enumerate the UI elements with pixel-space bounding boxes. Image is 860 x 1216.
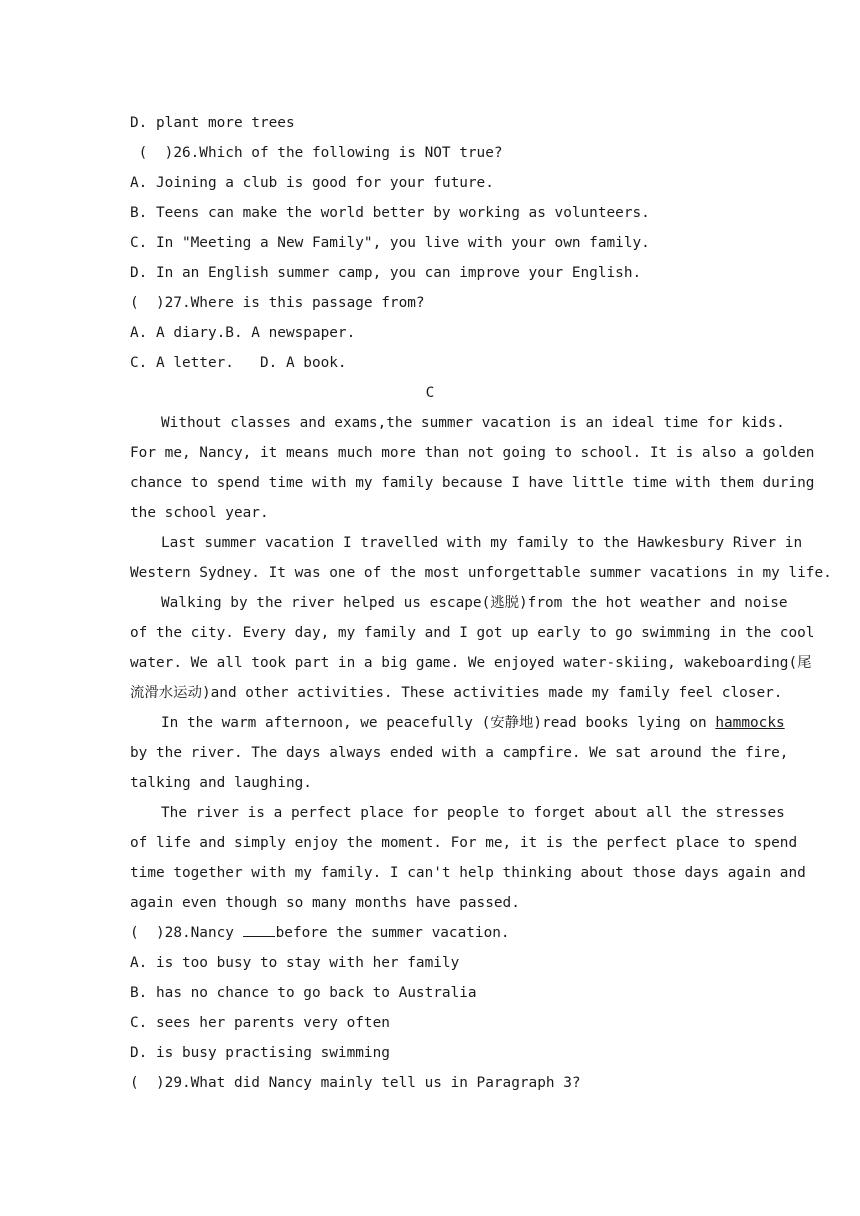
- passage-line: again even though so many months have passed.: [130, 895, 520, 911]
- passage-text: In the warm afternoon, we peacefully (安静地)read books lying on: [161, 715, 716, 731]
- q27-options-row2: C. A letter. D. A book.: [130, 355, 347, 371]
- q26-option-c: C. In "Meeting a New Family", you live with your own family.: [130, 235, 650, 251]
- q25-option-d: D. plant more trees: [130, 115, 295, 131]
- q28-option-d: D. is busy practising swimming: [130, 1045, 390, 1061]
- passage-line: time together with my family. I can't help thinking about those days again and: [130, 865, 806, 881]
- q28-option-a: A. is too busy to stay with her family: [130, 955, 460, 971]
- section-heading: C: [425, 385, 435, 401]
- q27-stem: ( )27.Where is this passage from?: [130, 295, 425, 311]
- passage-line: 流滑水运动)and other activities. These activities made my family feel closer.: [130, 685, 783, 701]
- q28-option-b: B. has no chance to go back to Australia: [130, 985, 477, 1001]
- q28-option-c: C. sees her parents very often: [130, 1015, 390, 1031]
- passage-line: of the city. Every day, my family and I got up early to go swimming in the cool: [130, 625, 815, 641]
- passage-line: chance to spend time with my family because I have little time with them during: [130, 475, 815, 491]
- answer-blank: [243, 922, 275, 937]
- passage-line: For me, Nancy, it means much more than not going to school. It is also a golden: [130, 445, 815, 461]
- q26-option-a: A. Joining a club is good for your future.: [130, 175, 494, 191]
- q27-options-row1: A. A diary.B. A newspaper.: [130, 325, 356, 341]
- passage-line: Western Sydney. It was one of the most unforgettable summer vacations in my life.: [130, 565, 832, 581]
- q26-stem: ( )26.Which of the following is NOT true?: [130, 145, 503, 161]
- passage-line: Last summer vacation I travelled with my family to the Hawkesbury River in: [161, 535, 803, 551]
- underlined-word: hammocks: [715, 715, 785, 731]
- passage-line: by the river. The days always ended with a campfire. We sat around the fire,: [130, 745, 789, 761]
- passage-line: water. We all took part in a big game. We enjoyed water-skiing, wakeboarding(尾: [130, 655, 812, 671]
- passage-line: Without classes and exams,the summer vacation is an ideal time for kids.: [161, 415, 785, 431]
- q28-stem-a: ( )28.Nancy: [130, 925, 243, 941]
- q29-stem: ( )29.What did Nancy mainly tell us in Paragraph 3?: [130, 1075, 581, 1091]
- q28-stem-b: before the summer vacation.: [275, 925, 510, 941]
- passage-line: The river is a perfect place for people to forget about all the stresses: [161, 805, 785, 821]
- passage-line: of life and simply enjoy the moment. For me, it is the perfect place to spend: [130, 835, 798, 851]
- passage-line: Walking by the river helped us escape(逃脱)from the hot weather and noise: [161, 595, 788, 611]
- q26-option-d: D. In an English summer camp, you can improve your English.: [130, 265, 642, 281]
- q28-stem: [130, 918, 730, 948]
- passage-line-hammocks: [161, 708, 785, 738]
- q26-option-b: B. Teens can make the world better by working as volunteers.: [130, 205, 650, 221]
- passage-line: talking and laughing.: [130, 775, 312, 791]
- passage-line: the school year.: [130, 505, 269, 521]
